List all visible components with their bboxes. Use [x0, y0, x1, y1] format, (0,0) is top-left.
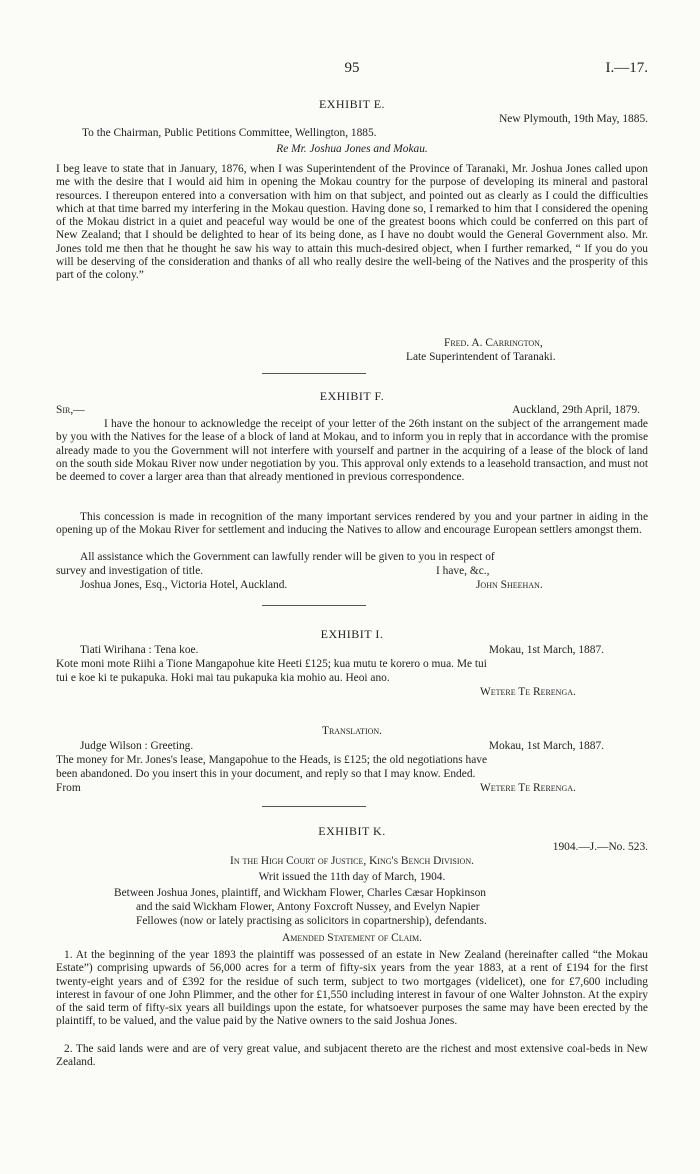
translation-place-date: Mokau, 1st March, 1887. — [488, 740, 604, 752]
exhibit-f-addressee: Joshua Jones, Esq., Victoria Hotel, Auckland. — [80, 579, 288, 591]
translation-signature: Wetere Te Rerenga. — [480, 782, 576, 794]
exhibit-k-statement-title: Amended Statement of Claim. — [281, 932, 422, 944]
translation-line-1: The money for Mr. Jones's lease, Mangapohue to the Heads, is £125; the old negotiations have — [56, 754, 488, 766]
exhibit-e-title: EXHIBIT E. — [318, 97, 386, 111]
exhibit-e-place-date: New Plymouth, 19th May, 1885. — [499, 113, 648, 125]
divider — [262, 605, 366, 606]
translation-title: Translation. — [321, 725, 383, 737]
exhibit-e-to: To the Chairman, Public Petitions Committee, Wellington, 1885. — [82, 127, 377, 139]
exhibit-f-paragraph-3a: All assistance which the Government can lawfully render will be given to you in respect of — [80, 551, 495, 563]
document-page — [56, 0, 648, 1174]
exhibit-e-body: I beg leave to state that in January, 1876, when I was Superintendent of the Province of Taranaki, Mr. Joshua Jones called upon me with the desire that I would aid him in opening the Mokau country for the purpose of developing its mineral and pastoral resources. I thereupon entered into a conversation with him on that subject, and pointed out as clearly as I could the difficulties which at that time barred my interfering in the Mokau question. Having done so, I remarked to him that I considered the opening of the Mokau district in a quiet and peaceful way would be one of the greatest boons which could be conferred on this part of New Zealand; that I should be delighted to hear of its being done, as I have no doubt would the General Government also. Mr. Jones told me then that he thought he saw his way to attain this much-desired object, when I further remarked, “ If you do you will be deserving of the consideration and thanks of all who really desire the well-being of the Natives and the prosperity of this part of the colony.” — [56, 163, 648, 282]
exhibit-e-re: Re Mr. Joshua Jones and Mokau. — [276, 143, 428, 155]
exhibit-f-place-date: Auckland, 29th April, 1879. — [512, 404, 640, 416]
divider — [262, 806, 366, 807]
translation-greeting: Judge Wilson : Greeting. — [80, 740, 194, 752]
exhibit-k-parties-1: Between Joshua Jones, plaintiff, and Wickham Flower, Charles Cæsar Hopkinson — [114, 887, 486, 899]
exhibit-k-paragraph-2: 2. The said lands were and are of very great value, and subjacent thereto are the richest and most extensive coal-beds in New Zealand. — [56, 1043, 648, 1069]
exhibit-i-signature: Wetere Te Rerenga. — [480, 686, 576, 698]
exhibit-k-court: In the High Court of Justice, King's Bench Division. — [230, 855, 474, 867]
exhibit-i-place-date: Mokau, 1st March, 1887. — [488, 644, 604, 656]
exhibit-k-parties-2: and the said Wickham Flower, Antony Foxcroft Nussey, and Evelyn Napier — [136, 901, 480, 913]
exhibit-i-line-1: Kote moni mote Riihi a Tione Mangapohue kite Heeti £125; kua mutu te korero o mua. Me tui — [56, 658, 487, 670]
exhibit-i-greeting: Tiati Wirihana : Tena koe. — [80, 644, 199, 656]
exhibit-f-salutation: Sir,— — [56, 404, 85, 416]
exhibit-f-paragraph-3b: survey and investigation of title. — [56, 565, 204, 577]
page-number: 95 — [344, 60, 360, 76]
exhibit-f-paragraph-2-text: This concession is made in recognition of the many important services rendered by you and your partner in aiding in the opening up of the Mokau River for settlement and inducing the Natives to allow and encourage European settlers amongst them. — [56, 511, 648, 537]
divider — [262, 373, 366, 374]
exhibit-k-reference: 1904.—J.—No. 523. — [552, 841, 648, 853]
exhibit-f-paragraph-1: I have the honour to acknowledge the receipt of your letter of the 26th instant on the subject of the arrangement made by you with the Natives for the lease of a block of land at Mokau, and to inform you in reply that in accordance with the promise already made to you the Government will not interfere with yourself and partner in the acquiring of a lease of the block of land on the south side Mokau River now under negotiation by you. This approval only extends to a leasehold transaction, and must not be deemed to cover a larger area than that already mentioned in previous correspondence. — [56, 418, 648, 484]
page-reference: I.—17. — [605, 60, 648, 76]
exhibit-k-paragraph-1: 1. At the beginning of the year 1893 the plaintiff was possessed of an estate in New Zealand (hereinafter called “the Mokau Estate”) comprising upwards of 56,000 acres for a term of fifty-six years from the year 1883, at a rent of £194 for the first twenty-eight years and of £392 for the residue of such term, subject to two mortgages (videlicet), one for £7,600 including interest in favour of one John Plimmer, and the other for £1,550 including interest in favour of one Walter Johnston. At the expiry of the said term of fifty-six years all buildings upon the estate, for whatsoever purposes the same may have been erected by the plaintiff, to be valued, and the value paid by the Native owners to the said Joshua Jones. — [56, 949, 648, 1028]
exhibit-k-title: EXHIBIT K. — [318, 824, 386, 838]
exhibit-e-signature: Fred. A. Carrington, — [444, 337, 543, 349]
exhibit-e-signature-title: Late Superintendent of Taranaki. — [406, 351, 556, 363]
exhibit-f-closing: I have, &c., — [436, 565, 490, 577]
exhibit-i-line-2: tui e koe ki te pukapuka. Hoki mai tau pukapuka kia mohio au. Heoi ano. — [56, 672, 390, 684]
exhibit-k-writ: Writ issued the 11th day of March, 1904. — [258, 871, 446, 883]
exhibit-i-title: EXHIBIT I. — [320, 627, 384, 641]
exhibit-f-paragraph-2 — [56, 511, 648, 538]
translation-line-2: been abandoned. Do you insert this in your document, and reply so that I may know. Ended. — [56, 768, 476, 780]
translation-from: From — [56, 782, 81, 794]
exhibit-k-parties-3: Fellowes (now or lately practising as solicitors in copartnership), defendants. — [136, 915, 487, 927]
exhibit-f-title: EXHIBIT F. — [319, 389, 385, 403]
exhibit-f-signature: John Sheehan. — [476, 579, 543, 591]
